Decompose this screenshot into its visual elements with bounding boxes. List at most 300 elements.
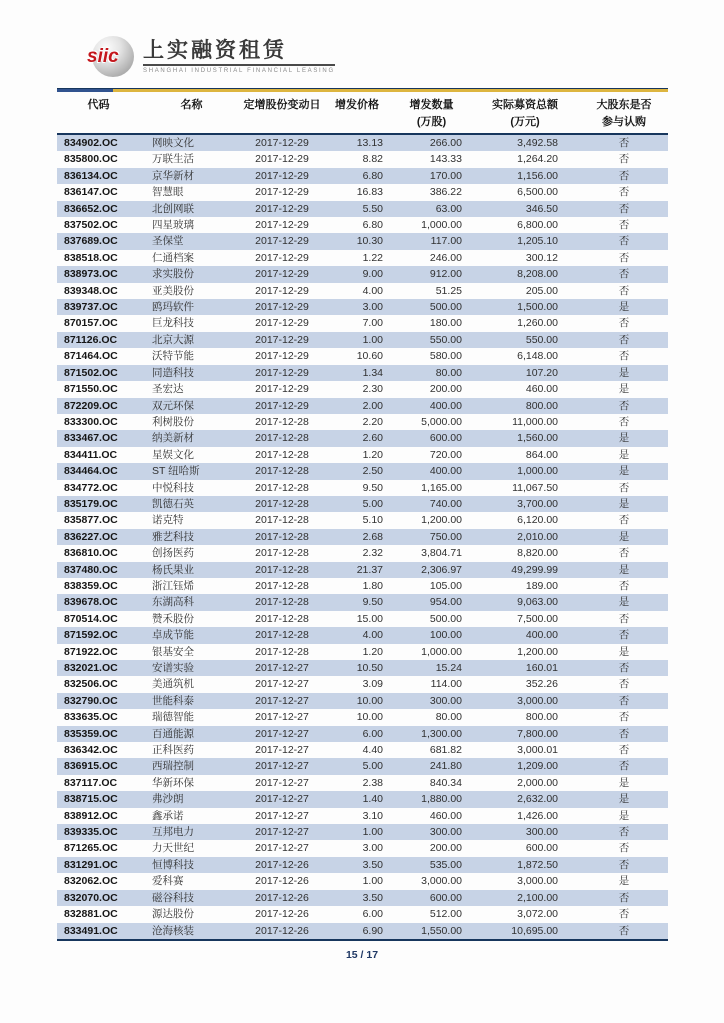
cell-issue_price: 6.90	[321, 923, 393, 940]
cell-code: 837689.OC	[57, 233, 140, 249]
table-row	[57, 562, 668, 578]
table-row	[57, 168, 668, 184]
cell-total_raised: 3,072.00	[517, 908, 558, 921]
cell-change_date: 2017-12-27	[255, 842, 309, 855]
table-row	[57, 365, 668, 381]
cell-total_raised: 1,264.20	[517, 153, 558, 166]
cell-issue_quantity: 63.00	[393, 201, 470, 217]
cell-change_date: 2017-12-27	[243, 791, 321, 807]
cell-issue_quantity: 600.00	[393, 430, 470, 446]
cell-code: 832506.OC	[64, 678, 118, 691]
cell-name: 卓成节能	[140, 627, 243, 643]
cell-change_date: 2017-12-28	[243, 627, 321, 643]
table-row	[57, 283, 668, 299]
cell-issue_quantity: 954.00	[393, 594, 470, 610]
cell-change_date: 2017-12-27	[255, 711, 309, 724]
cell-code: 835179.OC	[57, 496, 140, 512]
cell-change_date: 2017-12-29	[243, 299, 321, 315]
cell-issue_price: 4.00	[362, 284, 383, 297]
cell-change_date: 2017-12-29	[243, 266, 321, 282]
cell-major_holder_participation: 是	[618, 448, 630, 461]
cell-major_holder_participation: 否	[618, 678, 630, 691]
cell-major_holder_participation: 是	[618, 875, 630, 888]
cell-code: 833491.OC	[57, 923, 140, 940]
cell-total_raised: 6,800.00	[517, 219, 558, 232]
cell-issue_price: 9.50	[362, 481, 383, 494]
table-row	[57, 381, 668, 397]
cell-change_date: 2017-12-27	[243, 726, 321, 742]
cell-name: 雅艺科技	[140, 529, 243, 545]
cell-code: 835359.OC	[57, 726, 140, 742]
cell-total_raised: 11,067.50	[512, 481, 558, 494]
cell-issue_quantity: 720.00	[429, 448, 462, 461]
logo-text-block	[143, 36, 335, 74]
table-row	[57, 201, 668, 217]
cell-code: 871922.OC	[64, 645, 118, 658]
cell-issue_quantity: 1,000.00	[421, 645, 462, 658]
cell-issue_price: 4.40	[362, 744, 383, 757]
cell-total_raised: 300.00	[470, 824, 580, 840]
cell-code: 836147.OC	[64, 186, 118, 199]
table-row	[57, 430, 668, 446]
cell-code: 836227.OC	[57, 529, 140, 545]
cell-total_raised: 300.12	[525, 251, 558, 264]
cell-code: 833300.OC	[64, 415, 118, 428]
cell-change_date: 2017-12-26	[255, 875, 309, 888]
cell-change_date: 2017-12-26	[243, 857, 321, 873]
cell-major_holder_participation: 否	[618, 219, 630, 232]
cell-issue_price: 3.09	[362, 678, 383, 691]
cell-code: 871502.OC	[57, 365, 140, 381]
cell-change_date: 2017-12-27	[243, 660, 321, 676]
header-cell-code: 代码	[57, 92, 140, 134]
cell-code: 871265.OC	[64, 842, 118, 855]
cell-issue_quantity: 246.00	[429, 251, 462, 264]
cell-issue_price: 1.00	[321, 332, 393, 348]
cell-issue_price: 2.20	[362, 415, 383, 428]
cell-issue_price: 1.40	[321, 791, 393, 807]
cell-total_raised: 11,000.00	[512, 415, 558, 428]
table-row	[57, 233, 668, 249]
cell-name: 浙江钰烯	[152, 579, 194, 592]
cell-issue_price: 13.13	[321, 134, 393, 151]
cell-major_holder_participation: 是	[618, 645, 630, 658]
cell-code: 839348.OC	[64, 284, 118, 297]
table-row	[57, 594, 668, 610]
cell-issue_price: 5.50	[321, 201, 393, 217]
cell-issue_price: 15.00	[356, 612, 383, 625]
cell-name: 东湖高科	[140, 594, 243, 610]
cell-code: 838518.OC	[64, 251, 118, 264]
cell-issue_quantity: 460.00	[429, 809, 462, 822]
table-row	[57, 693, 668, 709]
cell-name: 力天世纪	[152, 842, 194, 855]
cell-major_holder_participation: 否	[580, 890, 668, 906]
cell-issue_price: 1.20	[362, 645, 383, 658]
cell-issue_price: 1.20	[362, 448, 383, 461]
cell-issue_price: 5.00	[321, 496, 393, 512]
cell-code: 834772.OC	[64, 481, 118, 494]
cell-issue_quantity: 80.00	[435, 711, 462, 724]
cell-name: 圣宏达	[152, 383, 184, 396]
cell-change_date: 2017-12-28	[255, 612, 309, 625]
placement-table-wrap	[57, 88, 668, 941]
table-row	[57, 923, 668, 940]
cell-change_date: 2017-12-28	[243, 496, 321, 512]
cell-name: 凯德石英	[140, 496, 243, 512]
cell-total_raised: 10,695.00	[470, 923, 580, 940]
cell-issue_price: 6.80	[362, 219, 383, 232]
cell-code: 871126.OC	[57, 332, 140, 348]
cell-name: 赞禾股份	[152, 612, 194, 625]
cell-total_raised: 352.26	[525, 678, 558, 691]
cell-total_raised: 189.00	[525, 579, 558, 592]
table-row	[57, 791, 668, 807]
cell-major_holder_participation: 否	[618, 317, 630, 330]
header-cell-issue-quantity: 增发数量 (万股)	[393, 92, 470, 134]
cell-total_raised: 6,500.00	[517, 186, 558, 199]
cell-name: 世能科泰	[140, 693, 243, 709]
cell-name: 北创网联	[140, 201, 243, 217]
cell-total_raised: 1,426.00	[517, 809, 558, 822]
cell-name: 京华新材	[140, 168, 243, 184]
cell-change_date: 2017-12-29	[243, 233, 321, 249]
cell-issue_price: 10.30	[321, 233, 393, 249]
header-cell-total-raised: 实际募资总额 (万元)	[470, 92, 580, 134]
cell-name: 双元环保	[140, 398, 243, 414]
cell-name: 鸥玛软件	[140, 299, 243, 315]
placement-table	[57, 92, 668, 941]
cell-major_holder_participation: 否	[580, 857, 668, 873]
cell-change_date: 2017-12-28	[255, 415, 309, 428]
table-row	[57, 824, 668, 840]
cell-name: 亚美股份	[152, 284, 194, 297]
table-header-row	[57, 92, 668, 134]
page-number: 15 / 17	[345, 949, 379, 961]
table-row	[57, 299, 668, 315]
cell-change_date: 2017-12-27	[243, 693, 321, 709]
cell-code: 833635.OC	[64, 711, 118, 724]
table-row	[57, 480, 668, 496]
cell-code: 832790.OC	[57, 693, 140, 709]
cell-issue_price: 3.10	[362, 809, 383, 822]
cell-name: 弗沙朗	[140, 791, 243, 807]
cell-total_raised: 2,010.00	[470, 529, 580, 545]
cell-change_date: 2017-12-27	[255, 678, 309, 691]
table-row	[57, 726, 668, 742]
cell-issue_quantity: 500.00	[393, 299, 470, 315]
cell-major_holder_participation: 否	[580, 693, 668, 709]
cell-issue_price: 2.68	[321, 529, 393, 545]
cell-issue_price: 10.00	[321, 693, 393, 709]
cell-name: 沃特节能	[152, 350, 194, 363]
cell-code: 871550.OC	[64, 383, 118, 396]
cell-code: 870157.OC	[64, 317, 118, 330]
cell-issue_quantity: 580.00	[429, 350, 462, 363]
cell-name: 磁谷科技	[140, 890, 243, 906]
cell-change_date: 2017-12-29	[255, 186, 309, 199]
cell-total_raised: 1,500.00	[470, 299, 580, 315]
cell-issue_price: 21.37	[321, 562, 393, 578]
header-cell-name: 名称	[140, 92, 243, 134]
cell-major_holder_participation: 否	[580, 627, 668, 643]
cell-name: 银基安全	[152, 645, 194, 658]
cell-total_raised: 864.00	[525, 448, 558, 461]
cell-issue_quantity: 600.00	[393, 890, 470, 906]
cell-code: 838973.OC	[57, 266, 140, 282]
cell-change_date: 2017-12-29	[255, 251, 309, 264]
cell-change_date: 2017-12-28	[255, 645, 309, 658]
cell-major_holder_participation: 否	[580, 824, 668, 840]
cell-total_raised: 7,800.00	[470, 726, 580, 742]
cell-total_raised: 107.20	[470, 365, 580, 381]
cell-issue_price: 6.80	[321, 168, 393, 184]
cell-issue_quantity: 114.00	[430, 678, 462, 691]
cell-issue_quantity: 512.00	[429, 908, 462, 921]
cell-major_holder_participation: 否	[618, 284, 630, 297]
cell-total_raised: 550.00	[470, 332, 580, 348]
cell-issue_quantity: 535.00	[393, 857, 470, 873]
cell-name: 百通能源	[140, 726, 243, 742]
cell-major_holder_participation: 否	[618, 153, 630, 166]
cell-issue_price: 3.50	[321, 857, 393, 873]
cell-total_raised: 600.00	[525, 842, 558, 855]
cell-code: 831291.OC	[57, 857, 140, 873]
cell-code: 839335.OC	[57, 824, 140, 840]
cell-total_raised: 3,492.58	[470, 134, 580, 151]
cell-change_date: 2017-12-28	[255, 514, 309, 527]
cell-change_date: 2017-12-29	[255, 284, 309, 297]
table-row	[57, 398, 668, 414]
table-row	[57, 890, 668, 906]
cell-total_raised: 400.00	[470, 627, 580, 643]
header-cell-major-holder: 大股东是否 参与认购	[580, 92, 668, 134]
cell-total_raised: 2,100.00	[470, 890, 580, 906]
cell-major_holder_participation: 否	[580, 233, 668, 249]
table-row	[57, 266, 668, 282]
cell-code: 837502.OC	[64, 219, 118, 232]
cell-name: 纳美新材	[140, 430, 243, 446]
cell-issue_price: 6.00	[321, 726, 393, 742]
cell-issue_price: 1.34	[321, 365, 393, 381]
cell-total_raised: 800.00	[470, 398, 580, 414]
cell-major_holder_participation: 否	[580, 923, 668, 940]
cell-issue_quantity: 2,306.97	[393, 562, 470, 578]
cell-code: 837480.OC	[57, 562, 140, 578]
cell-change_date: 2017-12-29	[255, 317, 309, 330]
cell-issue_quantity: 51.25	[435, 284, 462, 297]
cell-major_holder_participation: 否	[618, 514, 630, 527]
cell-total_raised: 1,200.00	[517, 645, 558, 658]
cell-code: 834411.OC	[64, 448, 118, 461]
table-row	[57, 644, 668, 660]
cell-issue_quantity: 750.00	[393, 529, 470, 545]
table-row	[57, 496, 668, 512]
cell-total_raised: 3,000.01	[517, 744, 558, 757]
cell-issue_quantity: 1,165.00	[421, 481, 462, 494]
cell-total_raised: 3,000.00	[470, 693, 580, 709]
cell-total_raised: 800.00	[525, 711, 558, 724]
table-row	[57, 709, 668, 725]
cell-issue_price: 1.00	[362, 875, 383, 888]
logo-siic-text: siic	[87, 46, 119, 67]
cell-code: 839678.OC	[57, 594, 140, 610]
cell-change_date: 2017-12-29	[255, 219, 309, 232]
cell-total_raised: 1,872.50	[470, 857, 580, 873]
cell-issue_price: 7.00	[362, 317, 383, 330]
cell-major_holder_participation: 否	[618, 415, 630, 428]
table-row	[57, 758, 668, 774]
table-row	[57, 742, 668, 758]
cell-code: 832062.OC	[64, 875, 118, 888]
cell-issue_price: 1.22	[362, 251, 383, 264]
cell-name: 诺克特	[152, 514, 184, 527]
table-row	[57, 151, 668, 167]
table-row	[57, 578, 668, 594]
siic-sphere-icon	[87, 36, 134, 77]
cell-issue_quantity: 386.22	[429, 186, 462, 199]
cell-change_date: 2017-12-29	[255, 350, 309, 363]
cell-issue_quantity: 740.00	[393, 496, 470, 512]
table-row	[57, 315, 668, 331]
cell-issue_quantity: 105.00	[429, 579, 462, 592]
table-row	[57, 348, 668, 364]
table-row	[57, 414, 668, 430]
cell-total_raised: 3,700.00	[470, 496, 580, 512]
cell-major_holder_participation: 否	[618, 547, 630, 560]
cell-issue_quantity: 550.00	[393, 332, 470, 348]
cell-name: 圣保堂	[140, 233, 243, 249]
cell-issue_quantity: 300.00	[393, 824, 470, 840]
cell-issue_price: 2.50	[321, 463, 393, 479]
cell-code: 834464.OC	[57, 463, 140, 479]
cell-issue_price: 2.30	[362, 383, 383, 396]
cell-total_raised: 1,260.00	[517, 317, 558, 330]
table-row	[57, 512, 668, 528]
cell-major_holder_participation: 否	[618, 350, 630, 363]
company-logo	[87, 36, 335, 77]
cell-change_date: 2017-12-29	[243, 398, 321, 414]
cell-code: 838359.OC	[64, 579, 118, 592]
cell-major_holder_participation: 是	[618, 383, 630, 396]
cell-code: 836342.OC	[64, 744, 118, 757]
cell-issue_quantity: 266.00	[393, 134, 470, 151]
cell-major_holder_participation: 否	[618, 186, 630, 199]
cell-change_date: 2017-12-28	[243, 529, 321, 545]
cell-change_date: 2017-12-28	[243, 430, 321, 446]
cell-issue_price: 3.00	[362, 842, 383, 855]
cell-name: 中悦科技	[152, 481, 194, 494]
cell-issue_quantity: 400.00	[393, 398, 470, 414]
cell-change_date: 2017-12-27	[255, 809, 309, 822]
cell-major_holder_participation: 否	[580, 332, 668, 348]
cell-major_holder_participation: 否	[618, 251, 630, 264]
cell-total_raised: 1,000.00	[470, 463, 580, 479]
cell-issue_price: 10.60	[356, 350, 383, 363]
cell-code: 838715.OC	[57, 791, 140, 807]
cell-major_holder_participation: 否	[580, 266, 668, 282]
cell-name: 巨龙科技	[152, 317, 194, 330]
header-cell-issue-price: 增发价格	[321, 92, 393, 134]
table-row	[57, 529, 668, 545]
cell-issue_price: 8.82	[362, 153, 383, 166]
cell-change_date: 2017-12-29	[255, 153, 309, 166]
cell-issue_quantity: 1,550.00	[393, 923, 470, 940]
cell-total_raised: 6,148.00	[517, 350, 558, 363]
cell-issue_quantity: 681.82	[429, 744, 462, 757]
cell-issue_quantity: 100.00	[393, 627, 470, 643]
cell-change_date: 2017-12-28	[255, 579, 309, 592]
cell-change_date: 2017-12-26	[255, 908, 309, 921]
cell-name: 互邦电力	[140, 824, 243, 840]
cell-major_holder_participation: 是	[618, 809, 630, 822]
cell-code: 836652.OC	[57, 201, 140, 217]
cell-name: 爱科赛	[152, 875, 184, 888]
cell-total_raised: 7,500.00	[517, 612, 558, 625]
cell-issue_quantity: 241.80	[393, 758, 470, 774]
cell-change_date: 2017-12-28	[243, 463, 321, 479]
cell-issue_quantity: 180.00	[429, 317, 462, 330]
cell-total_raised: 9,063.00	[470, 594, 580, 610]
cell-name: 求实股份	[140, 266, 243, 282]
cell-total_raised: 160.01	[470, 660, 580, 676]
cell-issue_quantity: 1,200.00	[421, 514, 462, 527]
cell-issue_price: 1.80	[362, 579, 383, 592]
cell-name: 创扬医药	[152, 547, 194, 560]
cell-issue_price: 2.32	[362, 547, 383, 560]
cell-name: 杨氏果业	[140, 562, 243, 578]
cell-issue_price: 2.60	[321, 430, 393, 446]
cell-issue_price: 3.50	[321, 890, 393, 906]
cell-issue_quantity: 3,804.71	[421, 547, 462, 560]
cell-issue_quantity: 15.24	[393, 660, 470, 676]
cell-issue_price: 9.00	[321, 266, 393, 282]
cell-change_date: 2017-12-27	[243, 758, 321, 774]
cell-major_holder_participation: 否	[580, 660, 668, 676]
cell-total_raised: 8,208.00	[470, 266, 580, 282]
cell-name: 智慧眼	[152, 186, 184, 199]
cell-change_date: 2017-12-27	[255, 776, 309, 789]
cell-issue_quantity: 1,300.00	[393, 726, 470, 742]
header-cell-change-date: 定增股份变动日	[243, 92, 321, 134]
cell-major_holder_participation: 否	[618, 842, 630, 855]
cell-change_date: 2017-12-29	[255, 383, 309, 396]
cell-code: 835800.OC	[64, 153, 118, 166]
cell-issue_price: 1.00	[321, 824, 393, 840]
cell-name: 正科医药	[152, 744, 194, 757]
table-row	[57, 775, 668, 791]
cell-major_holder_participation: 否	[618, 579, 630, 592]
table-row	[57, 545, 668, 561]
cell-code: 836810.OC	[64, 547, 118, 560]
cell-major_holder_participation: 否	[580, 201, 668, 217]
cell-change_date: 2017-12-28	[243, 594, 321, 610]
cell-name: 仁通档案	[152, 251, 194, 264]
cell-major_holder_participation: 否	[580, 398, 668, 414]
cell-issue_quantity: 912.00	[393, 266, 470, 282]
cell-major_holder_participation: 是	[580, 791, 668, 807]
cell-total_raised: 3,000.00	[517, 875, 558, 888]
cell-total_raised: 460.00	[525, 383, 558, 396]
table-row	[57, 660, 668, 676]
cell-major_holder_participation: 是	[580, 299, 668, 315]
cell-change_date: 2017-12-29	[243, 134, 321, 151]
cell-major_holder_participation: 是	[580, 463, 668, 479]
cell-total_raised: 1,156.00	[470, 168, 580, 184]
cell-name: 源达股份	[152, 908, 194, 921]
cell-change_date: 2017-12-28	[255, 448, 309, 461]
cell-total_raised: 1,560.00	[470, 430, 580, 446]
